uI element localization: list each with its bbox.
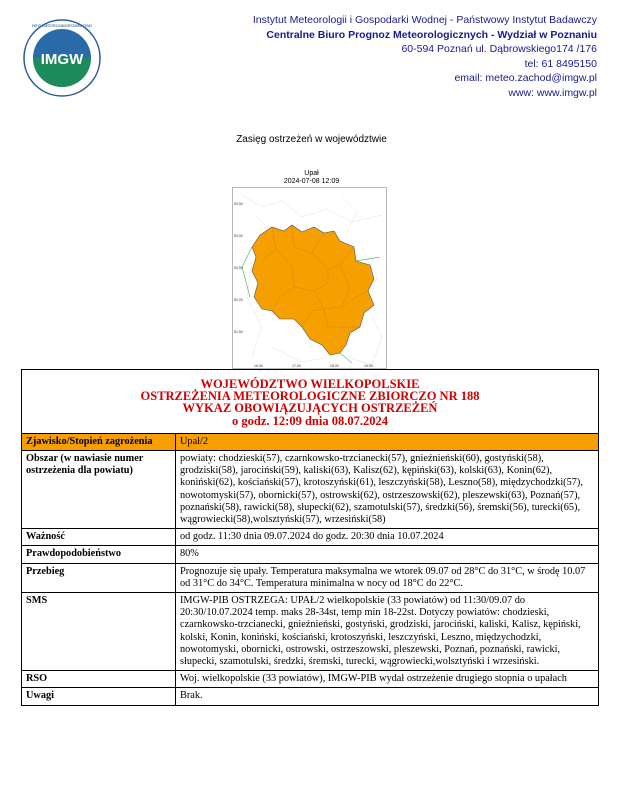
label-phenomenon: Zjawisko/Stopień zagrożenia — [22, 433, 176, 450]
institute-header — [253, 13, 597, 101]
svg-text:53.00: 53.00 — [234, 234, 243, 238]
svg-text:18.00: 18.00 — [330, 364, 339, 368]
header-department: Centralne Biuro Prognoz Meteorologicznych - Wydział w Poznaniu — [266, 28, 597, 41]
label-area: Obszar (w nawiasie numer ostrzeżenia dla powiatu) — [22, 451, 176, 529]
value-course: Prognozuje się upały. Temperatura maksymalna we wtorek 09.07 od 28°C do 31°C, w środę 10.07 od 31°C do 34°C. Temperatura minimalna w nocy od 18°C do 22°C. — [176, 563, 599, 592]
title-time: o godz. 12:09 dnia 08.07.2024 — [232, 413, 388, 428]
label-sms: SMS — [22, 593, 176, 671]
svg-text:52.00: 52.00 — [234, 298, 243, 302]
map-heading: Zasięg ostrzeżeń w województwie — [236, 134, 387, 145]
warnings-table — [21, 369, 599, 706]
svg-text:17.00: 17.00 — [292, 364, 301, 368]
label-validity: Ważność — [22, 529, 176, 546]
row-validity — [22, 529, 599, 546]
svg-text:16.00: 16.00 — [254, 364, 263, 368]
imgw-logo — [22, 18, 102, 98]
value-sms: IMGW-PIB OSTRZEGA: UPAŁ/2 wielkopolskie (33 powiatów) od 11:30/09.07 do 20:30/10.07.2024 temp. maks 28-34st, temp min 18-22st. Dotyczy powiatów: chodzieski, czarnkowsko-trzcianecki, gnieźnieński, gostyński, grodziski, jarociński, kaliski, Kalisz, kępiński, kolski, Konin, koniński, kościański, krotoszyński, leszczyński, Leszno, międzychodzki, nowotomyski, obornicki, ostrowski, ostrzeszowski, pleszewski, Poznań, poznański, rawicki, słupecki, szamotulski, średzki, śremski, turecki, wągrowiecki,wolsztyński i wrzesiński. — [176, 593, 599, 671]
row-course — [22, 563, 599, 592]
header-phone: tel: 61 8495150 — [524, 57, 597, 70]
label-course: Przebieg — [22, 563, 176, 592]
header-www[interactable]: www: www.imgw.pl — [508, 86, 597, 99]
map-phenomenon: Upał — [304, 170, 319, 177]
warnings-title — [22, 370, 599, 434]
label-probability: Prawdopodobieństwo — [22, 546, 176, 563]
value-validity: od godz. 11:30 dnia 09.07.2024 do godz. 20:30 dnia 10.07.2024 — [176, 529, 599, 546]
value-area: powiaty: chodzieski(57), czarnkowsko-trzcianecki(57), gnieźnieński(60), gostyński(58), grodziski(58), jarociński(59), kaliski(63), Kalisz(62), kępiński(63), kolski(63), Konin(62), koniński(62), kościański(57), krotoszyński(61), leszczyński(58), Leszno(58), międzychodzki(57), nowotomyski(57), obornicki(57), ostrowski(62), ostrzeszowski(62), pleszewski(63), Poznań(57), poznański(58), rawicki(58), słupecki(62), szamotulski(57), średzki(56), śremski(56), turecki(65), wągrowiecki(58),wolsztyński(57), wrzesiński(58) — [176, 451, 599, 529]
title-list: WYKAZ OBOWIĄZUJĄCYCH OSTRZEŻEŃ — [182, 401, 438, 416]
label-remarks: Uwagi — [22, 688, 176, 705]
map-caption — [0, 170, 623, 186]
value-rso: Woj. wielkopolskie (33 powiatów), IMGW-PIB wydał ostrzeżenie drugiego stopnia o upałach — [176, 671, 599, 688]
row-sms — [22, 593, 599, 671]
header-institute: Instytut Meteorologii i Gospodarki Wodnej - Państwowy Instytut Badawczy — [252, 14, 597, 26]
title-voivodeship: WOJEWÓDZTWO WIELKOPOLSKIE — [200, 377, 420, 391]
svg-text:52.50: 52.50 — [234, 266, 243, 270]
value-probability: 80% — [176, 546, 599, 563]
value-phenomenon: Upał/2 — [176, 433, 599, 450]
label-rso: RSO — [22, 671, 176, 688]
svg-text:51.50: 51.50 — [234, 330, 243, 334]
row-probability — [22, 546, 599, 563]
header-address: 60-594 Poznań ul. Dąbrowskiego174 /176 — [401, 43, 597, 56]
svg-text:INSTYTUT METEOROLOGII I GOSPOD: INSTYTUT METEOROLOGII I GOSPODARKI WODNEJ — [32, 24, 93, 28]
row-remarks — [22, 688, 599, 705]
svg-text:19.00: 19.00 — [364, 364, 373, 368]
warning-map — [232, 187, 387, 369]
row-area — [22, 451, 599, 529]
svg-text:IMGW: IMGW — [40, 51, 84, 68]
header-email[interactable]: email: meteo.zachod@imgw.pl — [454, 72, 597, 85]
value-remarks: Brak. — [176, 688, 599, 705]
svg-text:53.50: 53.50 — [234, 202, 243, 206]
row-phenomenon — [22, 433, 599, 450]
row-rso — [22, 671, 599, 688]
title-warnings: OSTRZEŻENIA METEOROLOGICZNE ZBIORCZO NR 188 — [140, 389, 480, 404]
map-datetime: 2024-07-08 12:09 — [283, 178, 340, 185]
